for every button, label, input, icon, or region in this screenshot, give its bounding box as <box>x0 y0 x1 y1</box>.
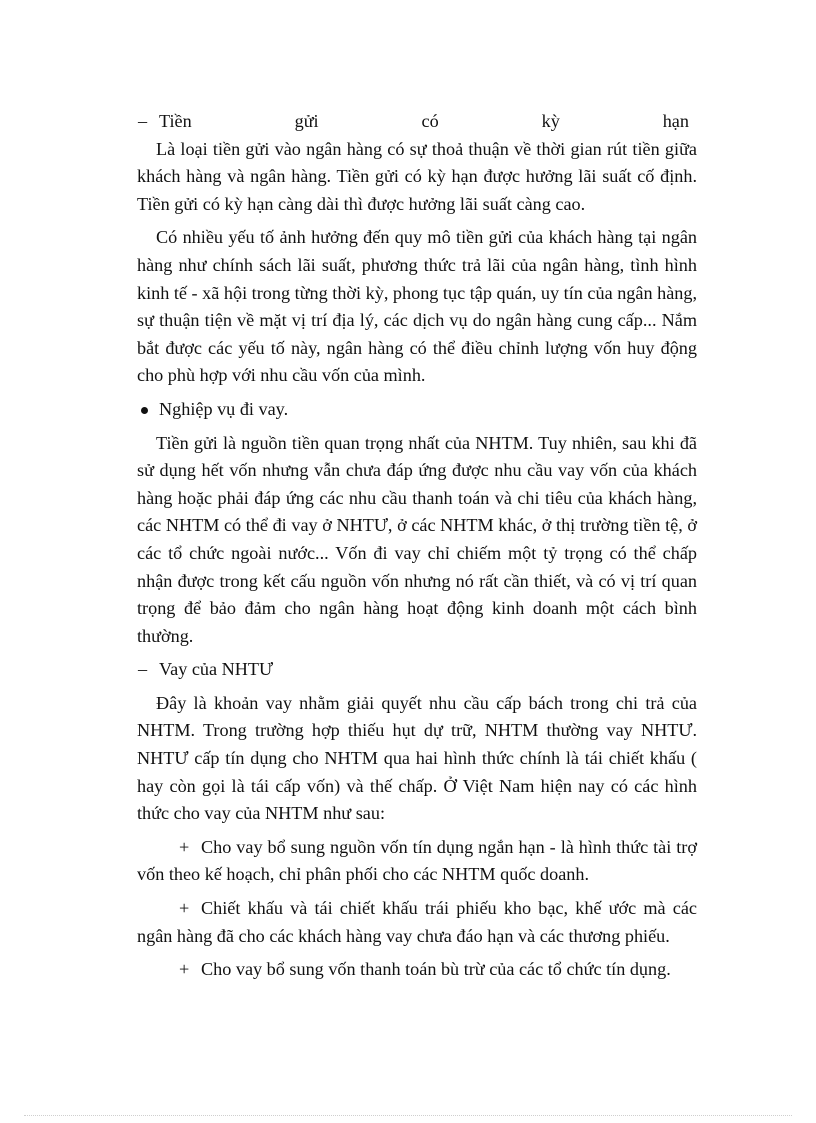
plus-icon: + <box>179 959 190 980</box>
bullet-icon <box>141 407 148 414</box>
plus-item <box>137 956 697 984</box>
body-text <box>137 108 697 984</box>
paragraph-borrowing: Tiền gửi là nguồn tiền quan trọng nhất của NHTM. Tuy nhiên, sau khi đã sử dụng hết vốn nhưng vẫn chưa đáp ứng được nhu cầu vay vốn của khách hàng hoặc phải đáp ứng các nhu cầu thanh toán và chi tiêu của khách hàng, các NHTM có thể đi vay ở NHTƯ, ở các NHTM khác, ở thị trường tiền tệ, ở các tổ chức ngoài nước... Vốn đi vay chỉ chiếm một tỷ trọng có thể chấp nhận được trong kết cấu nguồn vốn nhưng nó rất cần thiết, và có vị trí quan trọng để bảo đảm cho ngân hàng hoạt động kinh doanh một cách bình thường. <box>137 432 697 646</box>
plus-icon: + <box>179 836 190 857</box>
page-bottom-rule <box>24 1115 792 1116</box>
paragraph-central-bank: Đây là khoản vay nhằm giải quyết nhu cầu cấp bách trong chi trả của NHTM. Trong trường hợp thiếu hụt dự trữ, NHTM thường vay NHTƯ. NHTƯ cấp tín dụng cho NHTM qua hai hình thức chính là tái chiết khấu ( hay còn gọi là tái cấp vốn) và thế chấp. Ở Việt Nam hiện nay có các hình thức cho vay của NHTM như sau: <box>137 692 697 824</box>
plus-item <box>137 895 697 950</box>
plus-item <box>137 834 697 889</box>
plus-item-text: Chiết khấu và tái chiết khấu trái phiếu kho bạc, khế ước mà các ngân hàng đã cho các khách hàng vay chưa đáo hạn và các thương phiếu. <box>137 898 697 946</box>
heading-word: có <box>421 111 439 131</box>
bullet-borrowing <box>137 396 697 424</box>
plus-item-text: Cho vay bổ sung nguồn vốn tín dụng ngắn hạn - là hình thức tài trợ vốn theo kế hoạch, chỉ phân phối cho các NHTM quốc doanh. <box>137 836 697 885</box>
heading-word: kỳ <box>541 111 560 131</box>
heading-central-bank: – Vay của NHTƯ <box>137 656 697 684</box>
heading-term-deposit <box>137 108 697 136</box>
plus-item-text: Cho vay bổ sung vốn thanh toán bù trừ của các tổ chức tín dụng. <box>201 959 671 980</box>
heading-word: hạn <box>662 111 689 131</box>
paragraph-deposit-factors: Có nhiều yếu tố ảnh hưởng đến quy mô tiền gửi của khách hàng tại ngân hàng như chính sách lãi suất, phương thức trả lãi của ngân hàng, tình hình kinh tế - xã hội trong từng thời kỳ, phong tục tập quán, uy tín của ngân hàng, sự thuận tiện về mặt vị trí địa lý, các dịch vụ do ngân hàng cung cấp... Nắm bắt được các yếu tố này, ngân hàng có thể điều chỉnh lượng vốn huy động cho phù hợp với nhu cầu vốn của mình. <box>137 227 697 386</box>
plus-icon: + <box>179 898 190 919</box>
heading-word: gửi <box>294 111 319 131</box>
bullet-borrowing-label: Nghiệp vụ đi vay. <box>159 398 289 419</box>
paragraph-term-deposit: Là loại tiền gửi vào ngân hàng có sự thoả thuận về thời gian rút tiền giữa khách hàng và ngân hàng. Tiền gửi có kỳ hạn được hưởng lãi suất cố định. Tiền gửi có kỳ hạn càng dài thì được hưởng lãi suất càng cao. <box>137 138 697 214</box>
heading-word: – Tiền <box>159 111 192 131</box>
